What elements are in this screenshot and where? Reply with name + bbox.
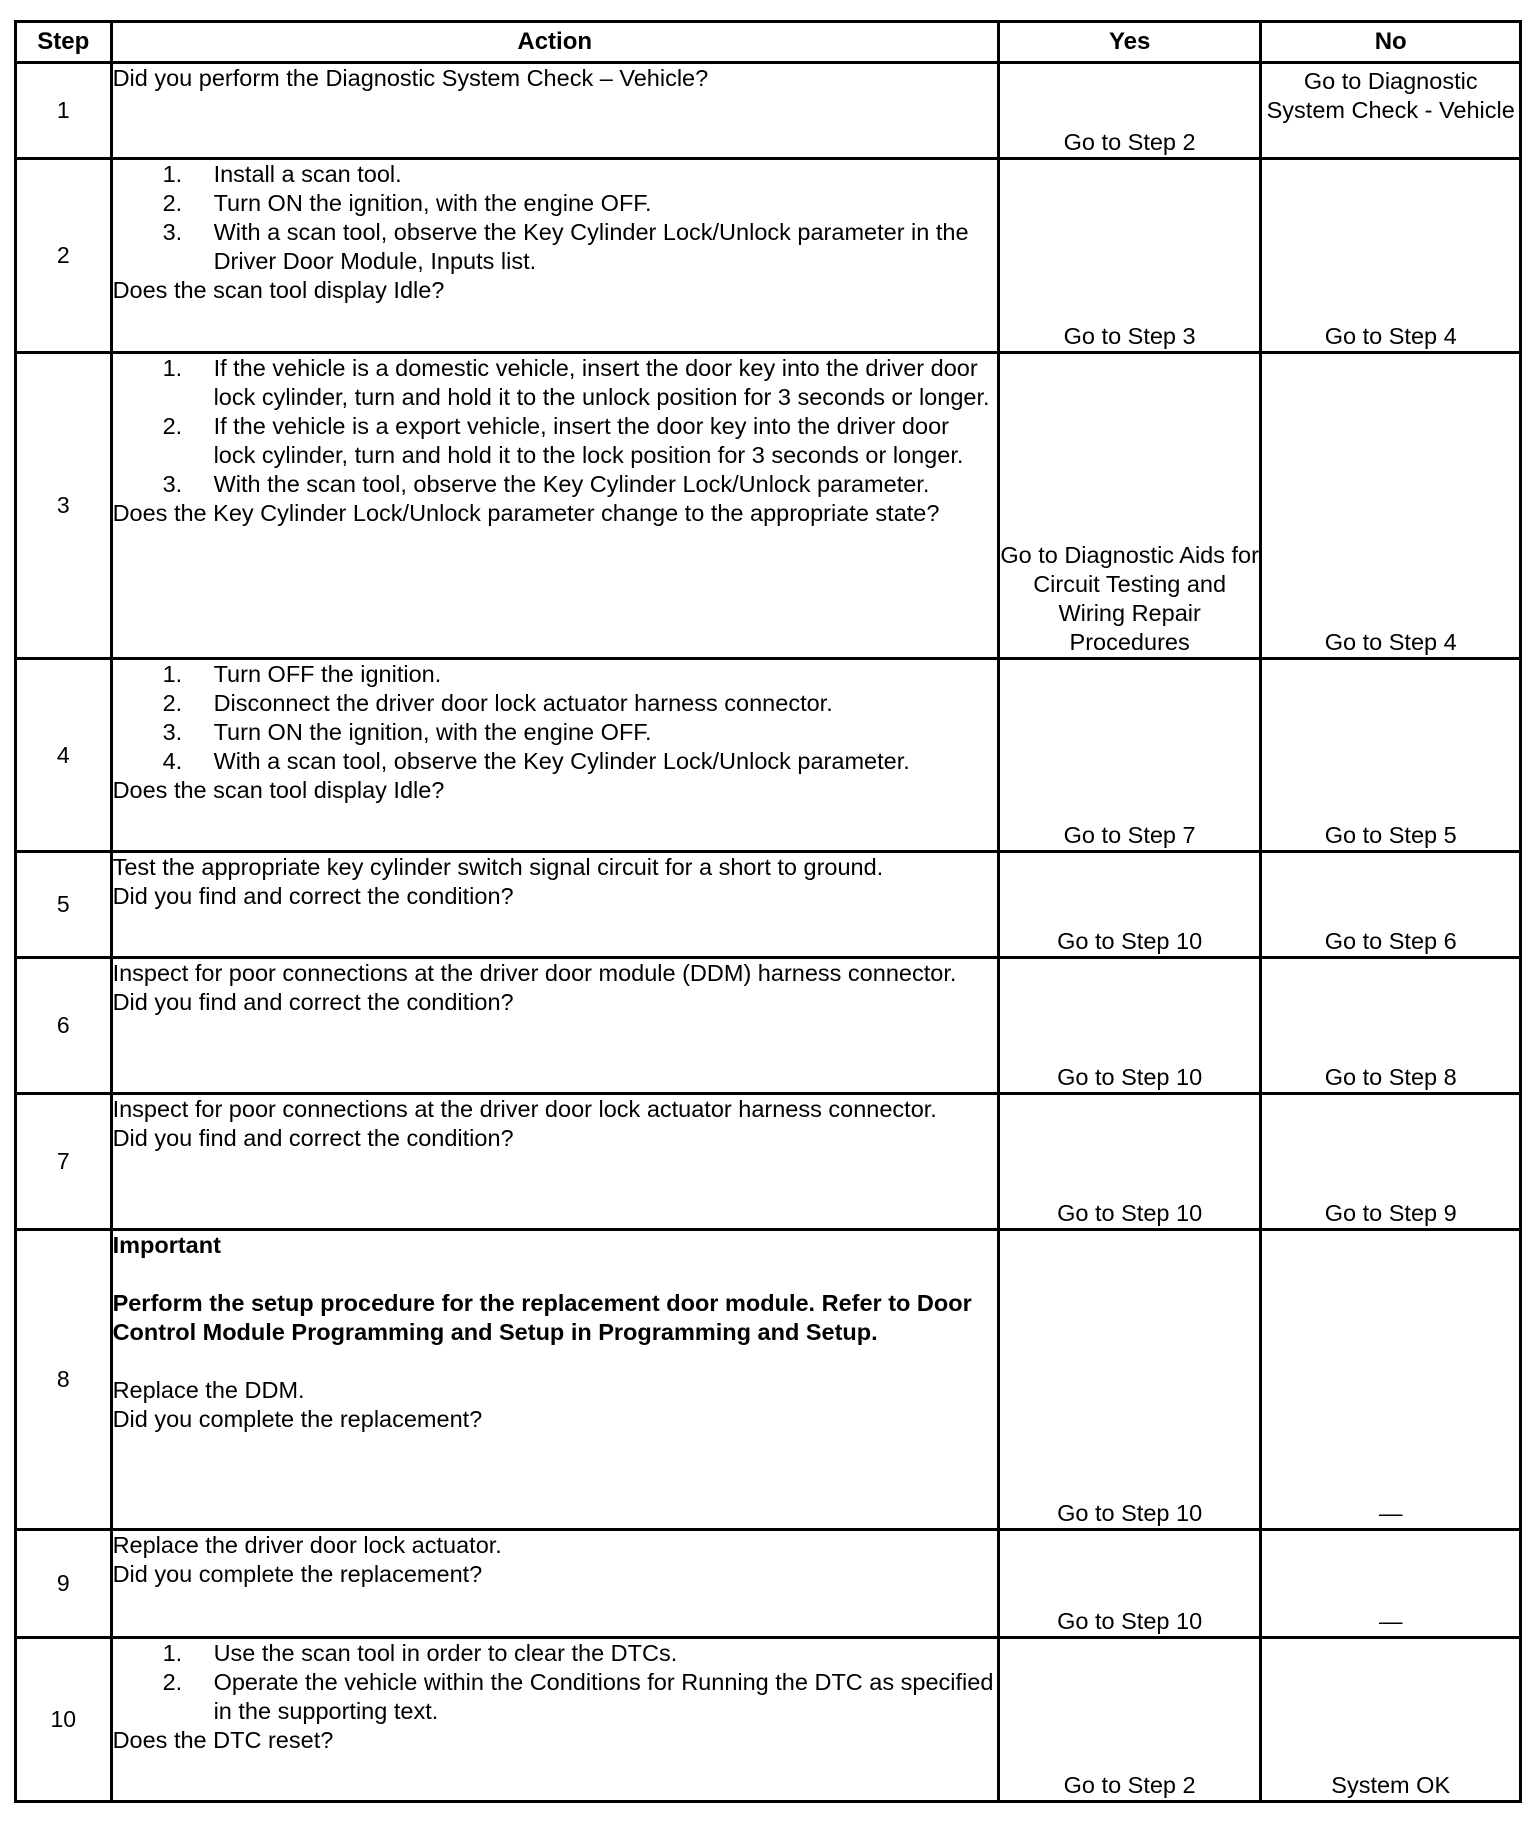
step-number: 9: [16, 1530, 112, 1638]
yes-cell: Go to Step 10: [998, 852, 1261, 958]
action-cell: [111, 852, 998, 958]
step-number: 8: [16, 1230, 112, 1530]
yes-cell: Go to Step 10: [998, 1530, 1261, 1638]
table-row: [16, 852, 1521, 958]
list-item: 2. Turn ON the ignition, with the engine OFF.: [162, 190, 652, 216]
list-item: 2. Disconnect the driver door lock actuator harness connector.: [162, 690, 833, 716]
action-question: Did you complete the replacement?: [112, 1406, 483, 1432]
action-question: Did you complete the replacement?: [112, 1561, 483, 1587]
step-number: 4: [16, 659, 112, 852]
action-cell: [111, 63, 998, 159]
step-number: 7: [16, 1094, 112, 1230]
list-item: 3. Turn ON the ignition, with the engine OFF.: [162, 719, 652, 745]
table-row: [16, 63, 1521, 159]
action-text: Did you perform the Diagnostic System Check – Vehicle?: [112, 65, 709, 91]
yes-cell: Go to Step 7: [998, 659, 1261, 852]
yes-cell: Go to Step 10: [998, 1230, 1261, 1530]
list-item: 1. Use the scan tool in order to clear the DTCs.: [162, 1640, 678, 1666]
list-item: 1. Install a scan tool.: [162, 161, 402, 187]
no-cell: Go to Diagnostic System Check - Vehicle: [1261, 63, 1521, 159]
no-cell: Go to Step 4: [1261, 353, 1521, 659]
table-row: [16, 1530, 1521, 1638]
step-number: 10: [16, 1638, 112, 1802]
action-question: Does the scan tool display Idle?: [112, 277, 445, 303]
action-list: [113, 160, 997, 276]
list-item: 4. With a scan tool, observe the Key Cylinder Lock/Unlock parameter.: [162, 748, 910, 774]
table-row: [16, 659, 1521, 852]
important-title: Important: [112, 1232, 221, 1258]
yes-cell: Go to Diagnostic Aids for Circuit Testing and Wiring Repair Procedures: [998, 353, 1261, 659]
action-list: [113, 354, 997, 499]
table-row: [16, 353, 1521, 659]
action-cell: [111, 659, 998, 852]
table-row: [16, 1230, 1521, 1530]
list-item: 2. If the vehicle is a export vehicle, insert the door key into the driver door lock cylinder, turn and hold it to the lock position for 3 seconds or longer.: [162, 413, 964, 468]
no-cell: System OK: [1261, 1638, 1521, 1802]
action-text: Replace the driver door lock actuator.: [112, 1532, 502, 1558]
list-item: 1. Turn OFF the ignition.: [162, 661, 442, 687]
list-item: 3. With the scan tool, observe the Key Cylinder Lock/Unlock parameter.: [162, 471, 930, 497]
action-cell: [111, 1230, 998, 1530]
action-list: [113, 1639, 997, 1726]
header-no: No: [1261, 22, 1521, 63]
step-number: 5: [16, 852, 112, 958]
no-cell: —: [1261, 1230, 1521, 1530]
no-cell: —: [1261, 1530, 1521, 1638]
action-question: Does the scan tool display Idle?: [112, 777, 445, 803]
list-item: 2. Operate the vehicle within the Conditions for Running the DTC as specified in the supporting text.: [162, 1669, 994, 1724]
action-text: Inspect for poor connections at the driver door module (DDM) harness connector.: [112, 960, 957, 986]
step-number: 1: [16, 63, 112, 159]
no-cell: Go to Step 8: [1261, 958, 1521, 1094]
action-question: Does the DTC reset?: [112, 1727, 334, 1753]
action-list: [113, 660, 997, 776]
action-cell: [111, 1638, 998, 1802]
table-row: [16, 1638, 1521, 1802]
action-text: Test the appropriate key cylinder switch signal circuit for a short to ground.: [112, 854, 884, 880]
header-step: Step: [16, 22, 112, 63]
yes-cell: Go to Step 10: [998, 1094, 1261, 1230]
action-text: Inspect for poor connections at the driver door lock actuator harness connector.: [112, 1096, 937, 1122]
action-question: Did you find and correct the condition?: [112, 883, 514, 909]
no-cell: Go to Step 6: [1261, 852, 1521, 958]
action-cell: [111, 159, 998, 353]
diagnostic-table: [14, 20, 1522, 1803]
action-question: Did you find and correct the condition?: [112, 989, 514, 1015]
step-number: 3: [16, 353, 112, 659]
action-cell: [111, 353, 998, 659]
step-number: 6: [16, 958, 112, 1094]
action-cell: [111, 958, 998, 1094]
action-text: Replace the DDM.: [112, 1377, 305, 1403]
no-cell: Go to Step 4: [1261, 159, 1521, 353]
yes-cell: Go to Step 2: [998, 63, 1261, 159]
table-row: [16, 159, 1521, 353]
list-item: 3. With a scan tool, observe the Key Cylinder Lock/Unlock parameter in the Driver Door Module, Inputs list.: [162, 219, 969, 274]
no-cell: Go to Step 5: [1261, 659, 1521, 852]
table-row: [16, 1094, 1521, 1230]
action-question: Does the Key Cylinder Lock/Unlock parameter change to the appropriate state?: [112, 500, 940, 526]
action-cell: [111, 1094, 998, 1230]
step-number: 2: [16, 159, 112, 353]
yes-cell: Go to Step 2: [998, 1638, 1261, 1802]
action-cell: [111, 1530, 998, 1638]
yes-cell: Go to Step 3: [998, 159, 1261, 353]
header-yes: Yes: [998, 22, 1261, 63]
important-text: Perform the setup procedure for the replacement door module. Refer to Door Control Module Programming and Setup in Programming and Setup.: [112, 1290, 972, 1345]
header-action: Action: [111, 22, 998, 63]
table-row: [16, 958, 1521, 1094]
header-row: [16, 22, 1521, 63]
no-cell: Go to Step 9: [1261, 1094, 1521, 1230]
yes-cell: Go to Step 10: [998, 958, 1261, 1094]
action-question: Did you find and correct the condition?: [112, 1125, 514, 1151]
list-item: 1. If the vehicle is a domestic vehicle, insert the door key into the driver door lock cylinder, turn and hold it to the unlock position for 3 seconds or longer.: [162, 355, 990, 410]
